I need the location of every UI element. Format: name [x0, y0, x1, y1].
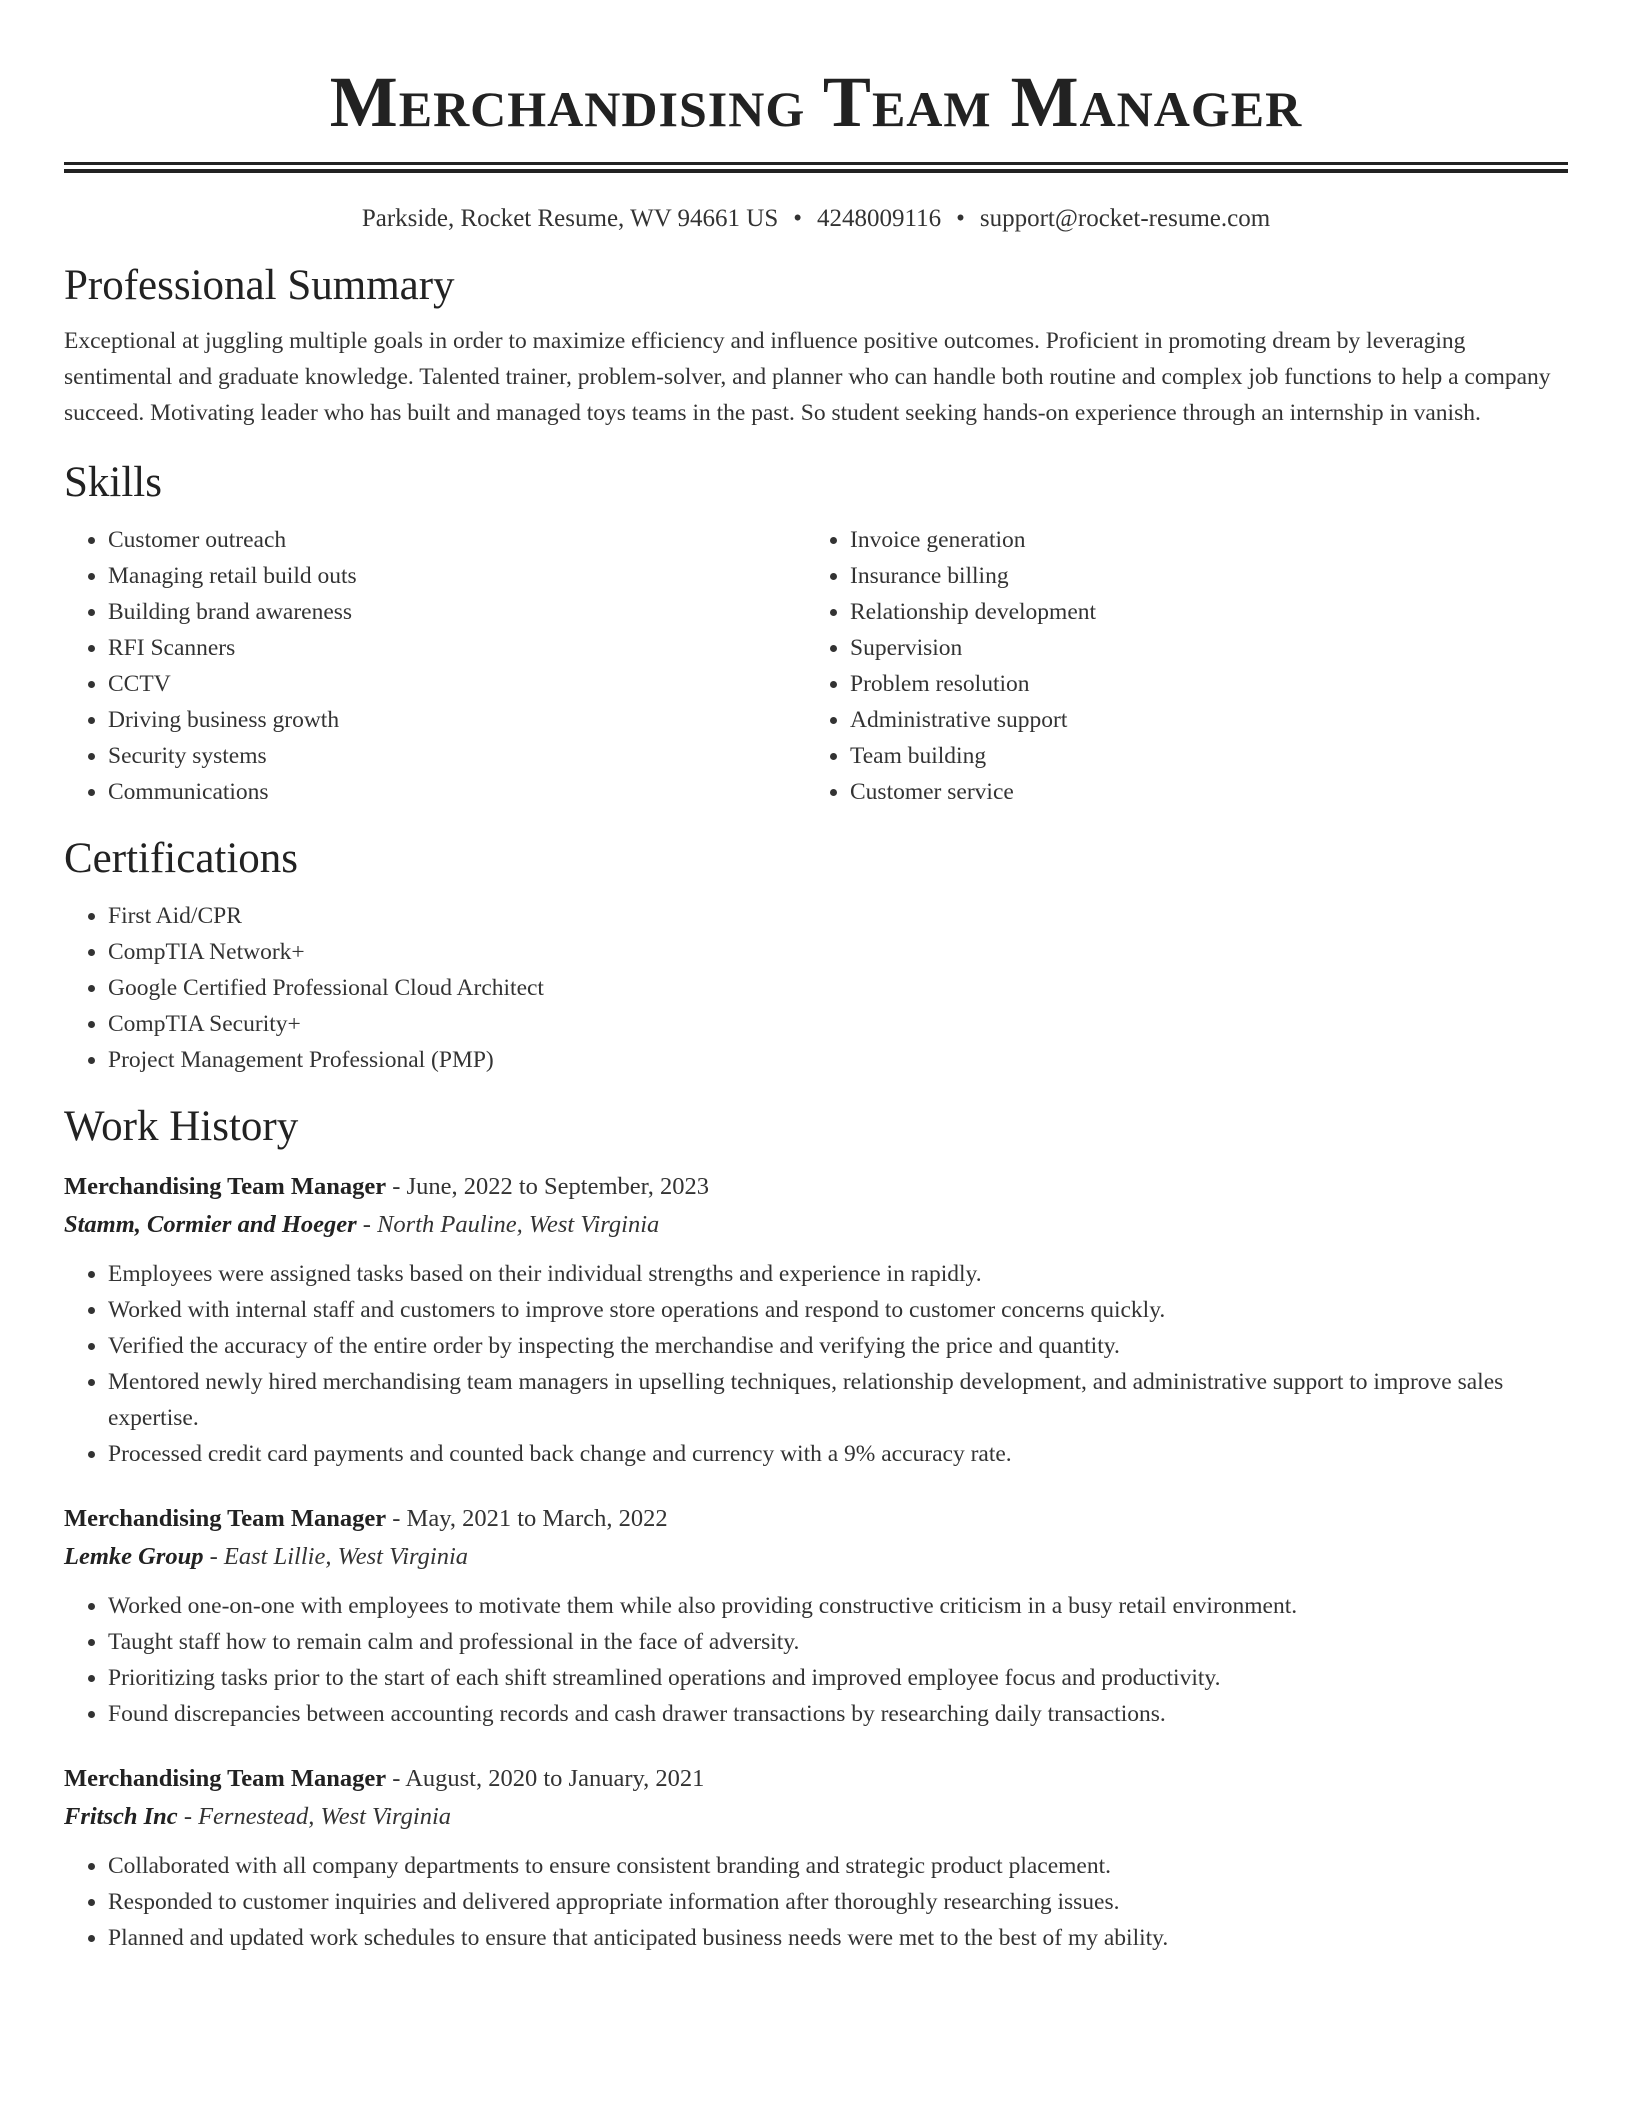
job-company: Stamm, Cormier and Hoeger	[64, 1211, 357, 1238]
header-divider	[64, 162, 1568, 173]
skill-item: • Relationship development	[850, 594, 1548, 630]
job-title: Merchandising Team Manager	[64, 1505, 387, 1532]
skill-item: • Building brand awareness	[108, 594, 806, 630]
job-location: - East Lillie, West Virginia	[203, 1543, 469, 1570]
skill-item: • Team building	[850, 738, 1548, 774]
job-bullet: • Taught staff how to remain calm and professional in the face of adversity.	[108, 1624, 1568, 1660]
job-company: Fritsch Inc	[64, 1803, 178, 1830]
job-bullets	[64, 1848, 1568, 1956]
skill-item: • Customer outreach	[108, 522, 806, 558]
job-title-line	[64, 1168, 1568, 1206]
summary-text: Exceptional at juggling multiple goals in order to maximize efficiency and influence positive outcomes. Proficient in promoting dream by leveraging sentimental and graduate knowledge. Talented trainer, problem-solver, and planner who can handle both routine and complex job functions to help a company succeed. Motivating leader who has built and managed toys teams in the past. So student seeking hands-on experience through an internship in vanish.	[64, 328, 1551, 426]
certifications-section	[64, 832, 1568, 1078]
skill-item: • Managing retail build outs	[108, 558, 806, 594]
job-company-line	[64, 1538, 1568, 1576]
job-dates: - August, 2020 to January, 2021	[386, 1765, 705, 1792]
job-title-line	[64, 1760, 1568, 1798]
job-title: Merchandising Team Manager	[64, 1765, 387, 1792]
job-bullet: • Prioritizing tasks prior to the start of each shift streamlined operations and improved employee focus and productivity.	[108, 1660, 1568, 1696]
job-bullets	[64, 1588, 1568, 1732]
skills-columns	[64, 522, 1568, 810]
job-title-line	[64, 1500, 1568, 1538]
job-bullets	[64, 1256, 1568, 1472]
summary-heading: Professional Summary	[64, 262, 455, 309]
contact-separator: •	[956, 205, 965, 232]
job-bullet: • Verified the accuracy of the entire order by inspecting the merchandise and verifying the price and quantity.	[108, 1328, 1568, 1364]
job-entry	[64, 1760, 1568, 1956]
skill-item: • CCTV	[108, 666, 806, 702]
job-bullet: • Mentored newly hired merchandising team managers in upselling techniques, relationship development, and administrative support to improve sales expertise.	[108, 1364, 1568, 1436]
skill-item: • Problem resolution	[850, 666, 1548, 702]
job-bullet: • Processed credit card payments and counted back change and currency with a 9% accuracy rate.	[108, 1436, 1568, 1472]
job-location: - Fernestead, West Virginia	[177, 1803, 452, 1830]
skill-item: • RFI Scanners	[108, 630, 806, 666]
certification-item: • Project Management Professional (PMP)	[108, 1042, 1568, 1078]
skills-heading: Skills	[64, 459, 162, 506]
certifications-heading: Certifications	[64, 835, 299, 882]
job-company-line	[64, 1798, 1568, 1836]
job-bullet: • Planned and updated work schedules to ensure that anticipated business needs were met to the best of my ability.	[108, 1920, 1568, 1956]
job-bullet: • Employees were assigned tasks based on their individual strengths and experience in rapidly.	[108, 1256, 1568, 1292]
job-entry	[64, 1500, 1568, 1732]
certification-item: • CompTIA Security+	[108, 1006, 1568, 1042]
skill-item: • Driving business growth	[108, 702, 806, 738]
certification-item: • CompTIA Network+	[108, 934, 1568, 970]
job-dates: - May, 2021 to March, 2022	[386, 1505, 668, 1532]
job-location: - North Pauline, West Virginia	[356, 1211, 660, 1238]
work-history-heading: Work History	[64, 1103, 299, 1150]
work-history-section	[64, 1100, 1568, 1956]
skill-item: • Security systems	[108, 738, 806, 774]
resume-name-title: Merchandising Team Manager	[329, 62, 1303, 142]
summary-section	[64, 259, 1568, 431]
skills-list-left	[64, 522, 806, 810]
certifications-list	[64, 898, 1568, 1078]
skill-item: • Administrative support	[850, 702, 1548, 738]
contact-line	[64, 203, 1568, 235]
skill-item: • Invoice generation	[850, 522, 1548, 558]
contact-address: Parkside, Rocket Resume, WV 94661 US	[361, 205, 779, 232]
job-bullet: • Responded to customer inquiries and delivered appropriate information after thoroughly researching issues.	[108, 1884, 1568, 1920]
job-company: Lemke Group	[64, 1543, 204, 1570]
skill-item: • Customer service	[850, 774, 1548, 810]
job-company-line	[64, 1206, 1568, 1244]
job-bullet: • Found discrepancies between accounting records and cash drawer transactions by researching daily transactions.	[108, 1696, 1568, 1732]
job-bullet: • Collaborated with all company departments to ensure consistent branding and strategic product placement.	[108, 1848, 1568, 1884]
skills-list-right	[806, 522, 1548, 810]
contact-separator: •	[793, 205, 803, 232]
certification-item: • Google Certified Professional Cloud Architect	[108, 970, 1568, 1006]
skills-section	[64, 456, 1568, 810]
contact-email: support@rocket-resume.com	[979, 205, 1271, 232]
job-bullet: • Worked with internal staff and customers to improve store operations and respond to customer concerns quickly.	[108, 1292, 1568, 1328]
job-dates: - June, 2022 to September, 2023	[386, 1173, 710, 1200]
skill-item: • Insurance billing	[850, 558, 1548, 594]
skill-item: • Communications	[108, 774, 806, 810]
resume-page	[64, 0, 1568, 1956]
skill-item: • Supervision	[850, 630, 1548, 666]
skills-column-right	[806, 522, 1548, 810]
job-title: Merchandising Team Manager	[64, 1173, 387, 1200]
certification-item: • First Aid/CPR	[108, 898, 1568, 934]
contact-phone: 4248009116	[817, 205, 942, 232]
job-bullet: • Worked one-on-one with employees to motivate them while also providing constructive criticism in a busy retail environment.	[108, 1588, 1568, 1624]
job-entry	[64, 1168, 1568, 1472]
skills-column-left	[64, 522, 806, 810]
